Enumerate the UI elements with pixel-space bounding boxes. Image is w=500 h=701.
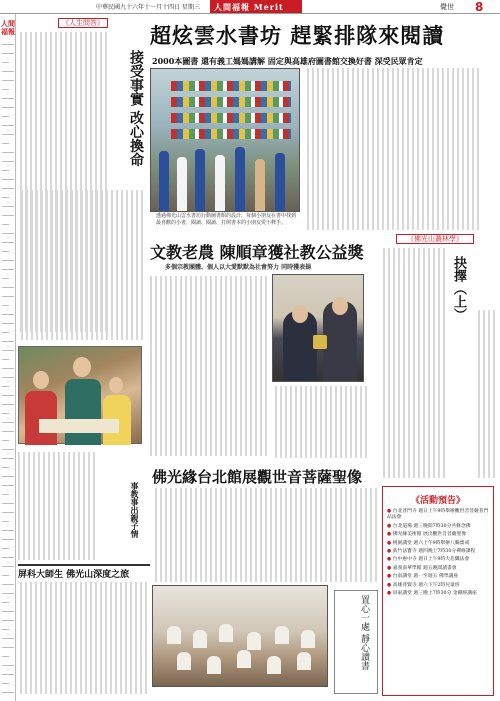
bookstore-bus-photo <box>150 68 300 212</box>
event-item: ● 台北普門寺 週日上午9時舉辦觀世音菩薩普門品法會 <box>387 509 489 521</box>
event-item: ● 桃園講堂 週六上午9時舉辦八關齋戒 <box>387 540 470 546</box>
award-ceremony-photo <box>272 274 364 382</box>
exhibit-article-body <box>152 488 378 582</box>
event-item: ● 嘉義南華學館 週五晚間讀書會 <box>387 565 457 571</box>
award-subheadline: 多個宗教團體、個人以大愛默默為社會努力 同時獲表揚 <box>165 264 312 271</box>
choice-article-body <box>382 248 446 478</box>
events-preview-box <box>382 486 494 696</box>
family-reading-photo <box>18 346 142 444</box>
left-pull-quote: 事教事出親子情 <box>130 482 140 538</box>
calligraphy-box: 置心一處 靜心讀書 <box>334 590 378 694</box>
sidebar-label: 人間福報 <box>1 19 15 36</box>
event-item: ● 屏東講堂 週三晚上7時30分 金剛經講座 <box>387 591 477 597</box>
events-list <box>387 509 489 597</box>
avalokitesvara-exhibit-headline: 佛光緣台北館展觀世音菩薩聖像 <box>152 468 363 486</box>
event-item: ● 台中惠中寺 週日上午9時大悲懺法會 <box>387 557 470 563</box>
left-headline: 接受事實 改心換命 <box>128 50 144 167</box>
award-headline: 文教老農 陳順章獲社教公益獎 <box>150 243 364 262</box>
left-bottom-headline: 屏科大師生 佛光山深度之旅 <box>18 564 150 578</box>
main-article-body <box>304 68 480 230</box>
life-qa-section-tag: 《人生問答》 <box>58 18 108 28</box>
left-index-strip <box>0 14 16 701</box>
award-article-body-continued <box>272 386 368 458</box>
issue-date: 中華民國九十六年十一月十四日 星期三 <box>96 4 200 11</box>
left-feature-body <box>18 452 96 560</box>
event-item: ● 台北道場 週三晚間7時30分共修念佛 <box>387 523 471 529</box>
event-item: ● 台南講堂 週一至週五 佛學講座 <box>387 574 459 580</box>
left-bottom-article-body <box>18 582 148 694</box>
event-item: ● 佛光緣美術館 展出觀世音菩薩聖像 <box>387 532 467 538</box>
left-article-body-lower <box>18 190 144 340</box>
fgs-forest-learning-section-tag: 《佛光山叢林學》 <box>396 234 474 244</box>
section-name: 覺世 <box>440 3 454 11</box>
events-title: 《活動預告》 <box>410 496 465 506</box>
bookstore-photo-caption: 透過佛光山雲水書坊行動圖書館的設計，每個小朋友在書中找到最喜歡的小書，閱讀、閱讀、打開書本的小朋友愛不釋手。 <box>156 213 297 226</box>
choice-article-title: 抉擇（上） <box>451 256 466 321</box>
choice-article-body-continued <box>474 310 496 478</box>
event-item: ● 新竹法寶寺 週四晚上7時30分禪修課程 <box>387 549 476 555</box>
page-number: 8 <box>475 0 484 14</box>
main-headline: 超炫雲水書坊 趕緊排隊來閱讀 <box>150 23 445 48</box>
award-article-body <box>150 276 268 456</box>
event-item: ● 高雄普賢寺 週六下午2時兒童班 <box>387 582 460 588</box>
meditation-class-photo <box>152 585 328 687</box>
main-subheadline: 2000本圖書 還有義工媽媽講解 固定與高雄府圖書館交換好書 深受民眾肯定 <box>152 56 423 66</box>
masthead-logo: 人間福報 Merit Times <box>210 0 302 13</box>
